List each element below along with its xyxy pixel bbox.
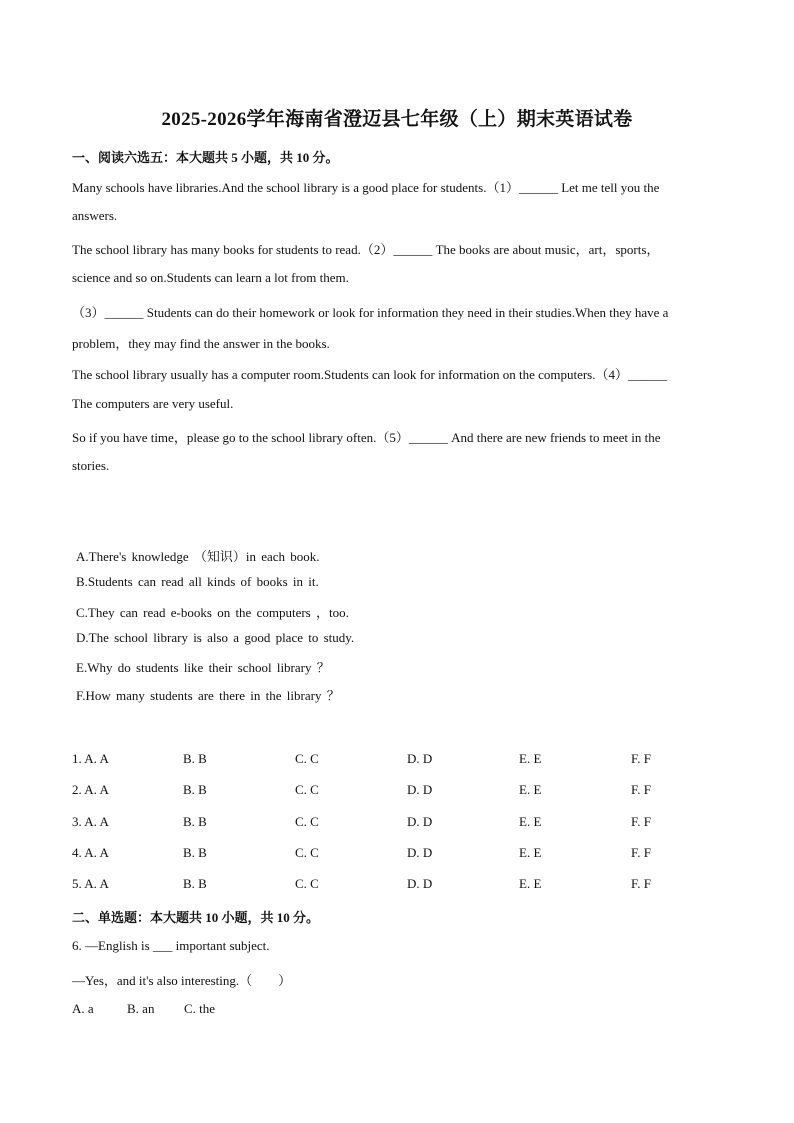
answer-choice[interactable]: B. B	[183, 845, 207, 860]
answer-choice[interactable]: F. F	[631, 782, 651, 797]
answer-choice[interactable]: A. a	[72, 1001, 94, 1016]
answer-choice[interactable]: 1. A. A	[72, 751, 109, 766]
answer-choice[interactable]: C. C	[295, 751, 319, 766]
answer-row	[72, 782, 672, 798]
option-item: C.They can read e-books on the computers ，too.	[76, 605, 349, 620]
answer-choice[interactable]: 2. A. A	[72, 782, 109, 797]
question-choices	[72, 1001, 272, 1017]
passage-line: （3）______ Students can do their homework or look for information they need in their studies.When they have a	[72, 305, 669, 320]
answer-choice[interactable]: F. F	[631, 845, 651, 860]
section-2-heading: 二、单选题：本大题共 10 小题，共 10 分。	[72, 910, 320, 925]
option-item: A.There's knowledge （知识）in each book.	[76, 549, 320, 564]
answer-choice[interactable]: E. E	[519, 782, 542, 797]
option-item: F.How many students are there in the library ？	[76, 688, 340, 703]
passage-line: The school library usually has a computer room.Students can look for information on the computers.（4）______	[72, 367, 667, 382]
passage-line: problem，they may find the answer in the books.	[72, 336, 330, 351]
answer-choice[interactable]: E. E	[519, 751, 542, 766]
answer-choice[interactable]: B. B	[183, 782, 207, 797]
section-1-heading: 一、阅读六选五：本大题共 5 小题，共 10 分。	[72, 150, 339, 165]
option-item: E.Why do students like their school library ？	[76, 660, 330, 675]
answer-choice[interactable]: E. E	[519, 876, 542, 891]
answer-choice[interactable]: B. B	[183, 814, 207, 829]
page-title: 2025-2026学年海南省澄迈县七年级（上）期末英语试卷	[161, 109, 633, 130]
answer-choice[interactable]: E. E	[519, 845, 542, 860]
passage-line: The computers are very useful.	[72, 396, 234, 411]
answer-choice[interactable]: B. an	[127, 1001, 155, 1016]
question-text: 6. —English is ___ important subject.	[72, 938, 270, 953]
answer-choice[interactable]: C. C	[295, 814, 319, 829]
answer-choice[interactable]: F. F	[631, 751, 651, 766]
passage-line: science and so on.Students can learn a lot from them.	[72, 270, 349, 285]
answer-choice[interactable]: F. F	[631, 814, 651, 829]
answer-choice[interactable]: C. C	[295, 876, 319, 891]
option-item: D.The school library is also a good place to study.	[76, 630, 355, 645]
answer-choice[interactable]: D. D	[407, 782, 433, 797]
answer-choice[interactable]: F. F	[631, 876, 651, 891]
answer-choice[interactable]: 4. A. A	[72, 845, 109, 860]
answer-choice[interactable]: D. D	[407, 845, 433, 860]
answer-choice[interactable]: C. C	[295, 782, 319, 797]
passage-line: The school library has many books for students to read.（2）______ The books are about music，art，sports，	[72, 242, 660, 257]
answer-choice[interactable]: B. B	[183, 751, 207, 766]
answer-row	[72, 845, 672, 861]
answer-row	[72, 876, 672, 892]
passage-line: stories.	[72, 458, 110, 473]
answer-choice[interactable]: E. E	[519, 814, 542, 829]
passage-line: answers.	[72, 208, 118, 223]
answer-choice[interactable]: 3. A. A	[72, 814, 109, 829]
passage-line: Many schools have libraries.And the school library is a good place for students.（1）______ Let me tell you the	[72, 180, 660, 195]
answer-row	[72, 751, 672, 767]
answer-choice[interactable]: C. C	[295, 845, 319, 860]
answer-row	[72, 814, 672, 830]
answer-choice[interactable]: 5. A. A	[72, 876, 109, 891]
answer-choice[interactable]: D. D	[407, 751, 433, 766]
question-text: —Yes，and it's also interesting.（ ）	[72, 973, 292, 988]
passage-line: So if you have time，please go to the school library often.（5）______ And there are new friends to meet in the	[72, 430, 661, 445]
answer-choice[interactable]: D. D	[407, 814, 433, 829]
answer-choice[interactable]: B. B	[183, 876, 207, 891]
answer-choice[interactable]: C. the	[184, 1001, 216, 1016]
option-item: B.Students can read all kinds of books in it.	[76, 574, 319, 589]
answer-choice[interactable]: D. D	[407, 876, 433, 891]
